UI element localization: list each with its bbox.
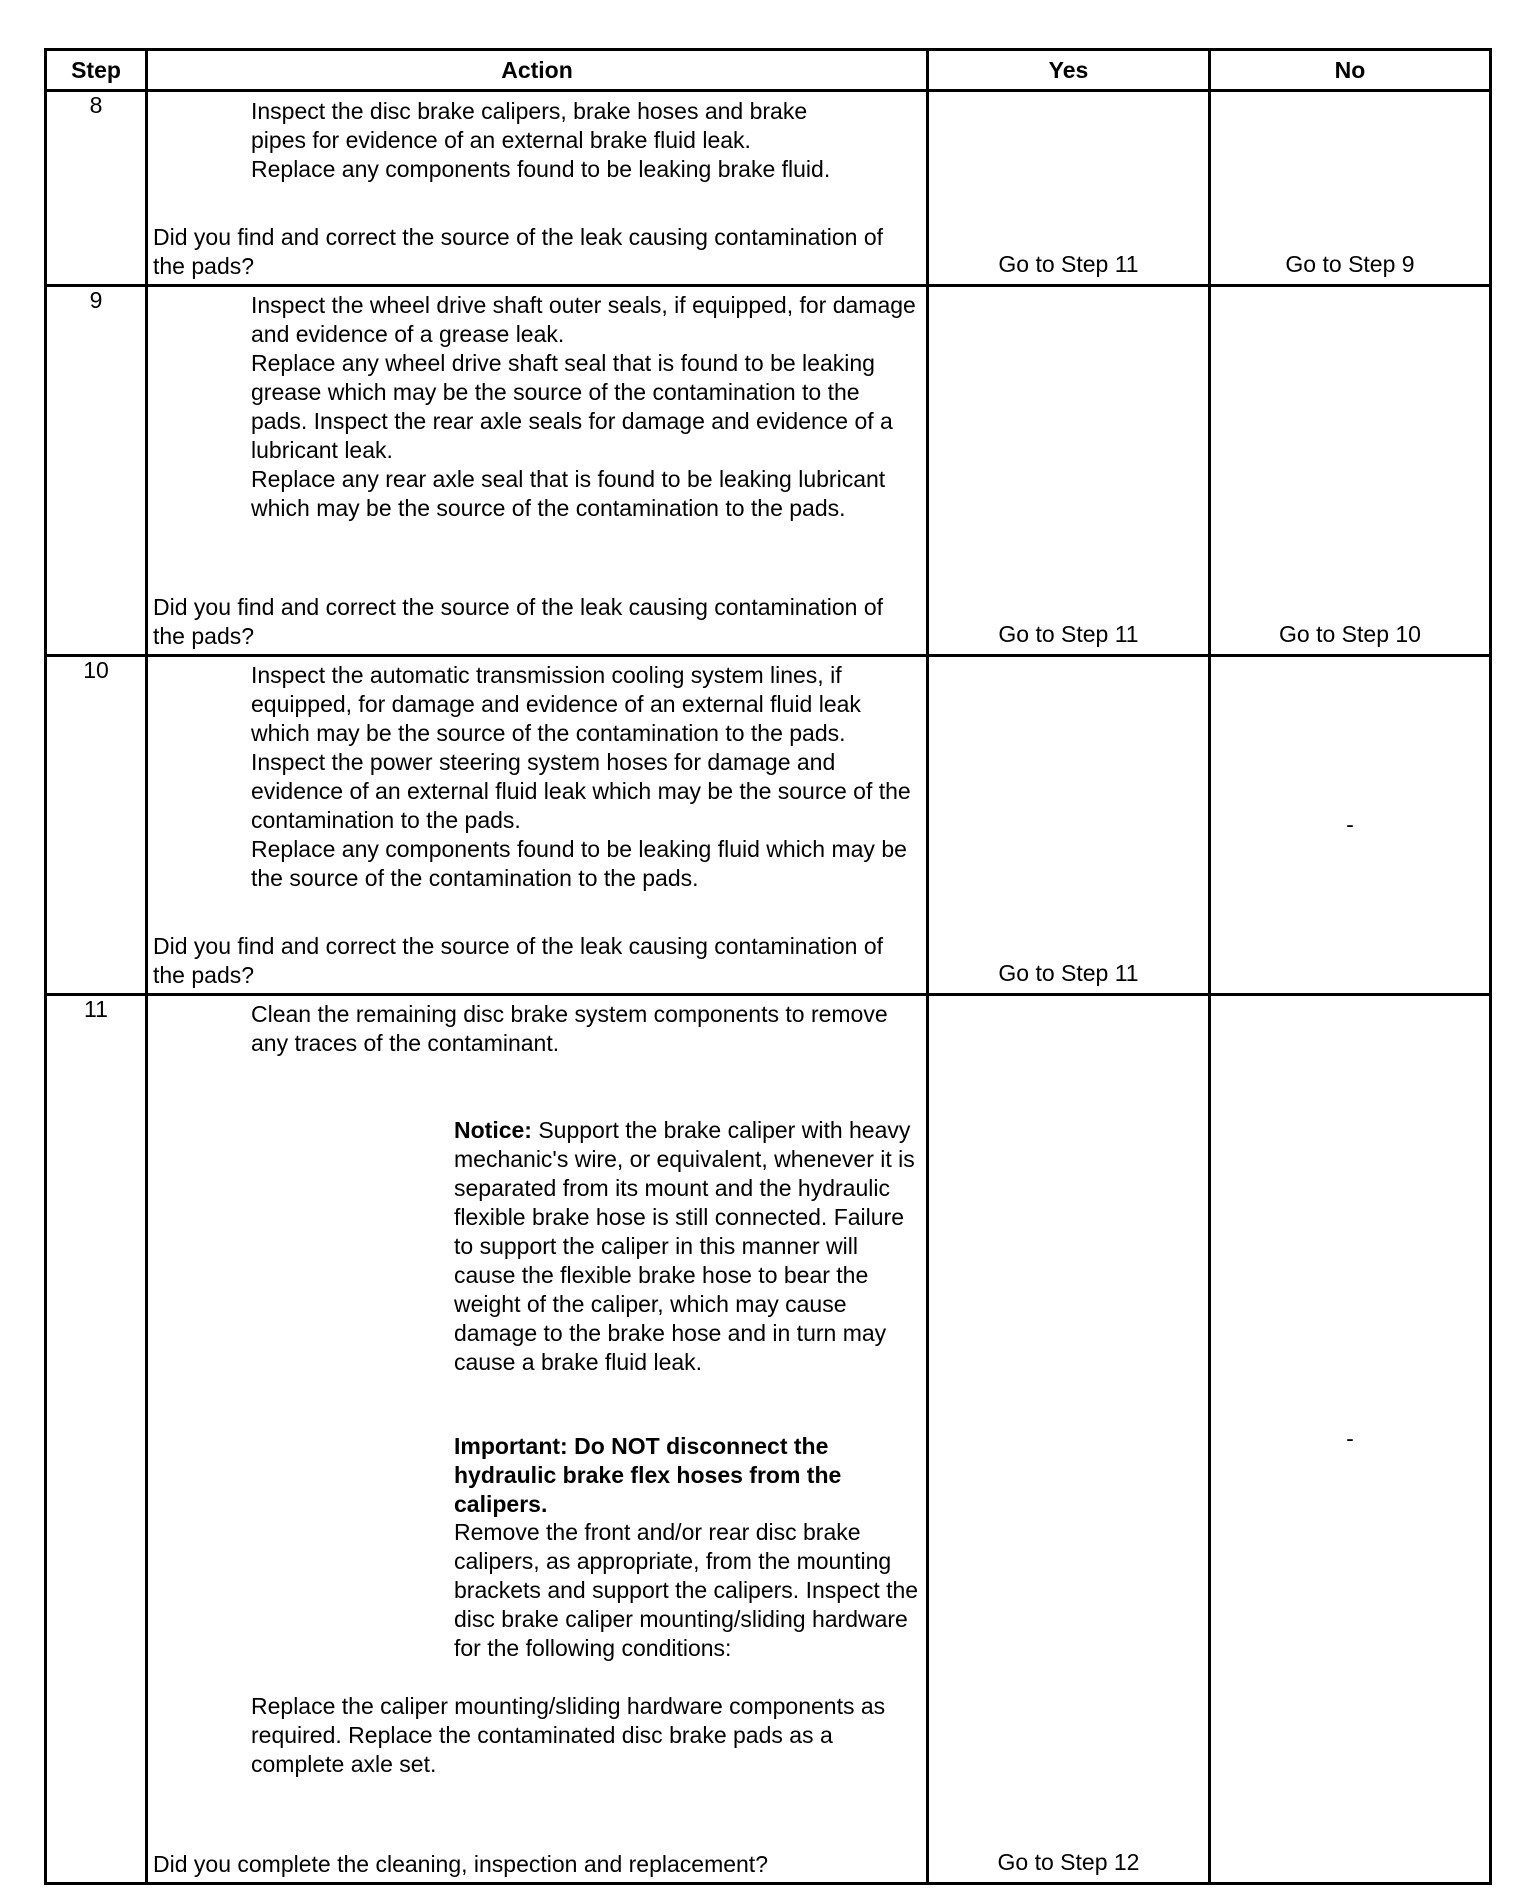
header-row — [46, 50, 1491, 91]
no-cell — [1210, 656, 1491, 995]
replace-instruction — [251, 1692, 920, 1779]
action-question: Did you find and correct the source of the leak causing contamination of the pads? — [153, 933, 884, 988]
table-row-step-11 — [46, 995, 1491, 1884]
action-line: Replace any components found to be leaking brake fluid. — [251, 156, 831, 182]
action-intro — [251, 1000, 920, 1058]
yes-result: Go to Step 11 — [998, 251, 1139, 277]
header-no: No — [1210, 50, 1491, 91]
header-action: Action — [147, 50, 928, 91]
no-cell — [1210, 995, 1491, 1884]
diagnostic-table — [44, 48, 1492, 1885]
action-cell — [147, 91, 928, 286]
table-row-step-10 — [46, 656, 1491, 995]
action-line: Inspect the automatic transmission cooling system lines, if equipped, for damage and evidence of an external fluid leak which may be the source of the contamination to the pads. — [251, 662, 861, 746]
action-line: Replace the caliper mounting/sliding hardware components as required. Replace the contaminated disc brake pads as a complete axle set. — [251, 1693, 886, 1777]
header-yes: Yes — [928, 50, 1210, 91]
action-cell — [147, 656, 928, 995]
yes-result: Go to Step 11 — [998, 960, 1139, 986]
yes-cell — [928, 995, 1210, 1884]
action-question: Did you find and correct the source of the leak causing contamination of the pads? — [153, 224, 884, 279]
important-note: Important: Do NOT disconnect the hydraulic brake flex hoses from the calipers. — [454, 1433, 842, 1517]
step-number: 9 — [46, 286, 147, 656]
no-result: - — [1346, 811, 1354, 838]
yes-cell — [928, 286, 1210, 656]
action-question: Did you complete the cleaning, inspection and replacement? — [153, 1851, 768, 1877]
header-step: Step — [46, 50, 147, 91]
no-cell — [1210, 286, 1491, 656]
step-number: 11 — [46, 995, 147, 1884]
action-line: pipes for evidence of an external brake fluid leak. — [251, 127, 751, 153]
table-row-step-8 — [46, 91, 1491, 286]
action-line: Inspect the wheel drive shaft outer seals, if equipped, for damage and evidence of a grease leak. — [251, 292, 916, 347]
notice-text: Support the brake caliper with heavy mechanic's wire, or equivalent, whenever it is separated from its mount and the hydraulic flexible brake hose is still connected. Failure to support the caliper in this manner will cause the flexible brake hose to bear the weight of the caliper, which may cause damage to the brake hose and in turn may cause a brake fluid leak. — [454, 1117, 915, 1375]
notice-label: Notice: — [454, 1117, 532, 1143]
yes-cell — [928, 656, 1210, 995]
no-result: Go to Step 10 — [1279, 621, 1421, 647]
no-result: - — [1346, 1425, 1354, 1452]
yes-cell — [928, 91, 1210, 286]
yes-result: Go to Step 12 — [997, 1849, 1140, 1875]
step-number: 10 — [46, 656, 147, 995]
action-line: Replace any wheel drive shaft seal that is found to be leaking grease which may be the source of the contamination to the pads. Inspect the rear axle seals for damage and evidence of a lubricant leak. — [251, 350, 893, 463]
notice-block — [454, 1116, 920, 1377]
action-line: Inspect the disc brake calipers, brake hoses and brake — [251, 98, 808, 124]
action-line: Replace any rear axle seal that is found to be leaking lubricant which may be the source of the contamination to the pads. — [251, 466, 886, 521]
action-procedure — [251, 97, 920, 184]
action-procedure — [251, 291, 920, 523]
no-result: Go to Step 9 — [1285, 251, 1415, 277]
table-row-step-9 — [46, 286, 1491, 656]
action-line: Replace any components found to be leaking fluid which may be the source of the contamination to the pads. — [251, 836, 907, 891]
action-line: Inspect the power steering system hoses for damage and evidence of an external fluid leak which may be the source of the contamination to the pads. — [251, 749, 911, 833]
action-procedure — [251, 661, 920, 893]
remove-instruction: Remove the front and/or rear disc brake calipers, as appropriate, from the mounting brackets and support the calipers. Inspect the disc brake caliper mounting/sliding hardware for the following conditions: — [454, 1519, 919, 1661]
action-line: Clean the remaining disc brake system components to remove any traces of the contaminant. — [251, 1001, 888, 1056]
action-question: Did you find and correct the source of the leak causing contamination of the pads? — [153, 594, 884, 649]
yes-result: Go to Step 11 — [998, 621, 1139, 647]
step-number: 8 — [46, 91, 147, 286]
no-cell — [1210, 91, 1491, 286]
action-cell — [147, 286, 928, 656]
action-cell — [147, 995, 928, 1884]
